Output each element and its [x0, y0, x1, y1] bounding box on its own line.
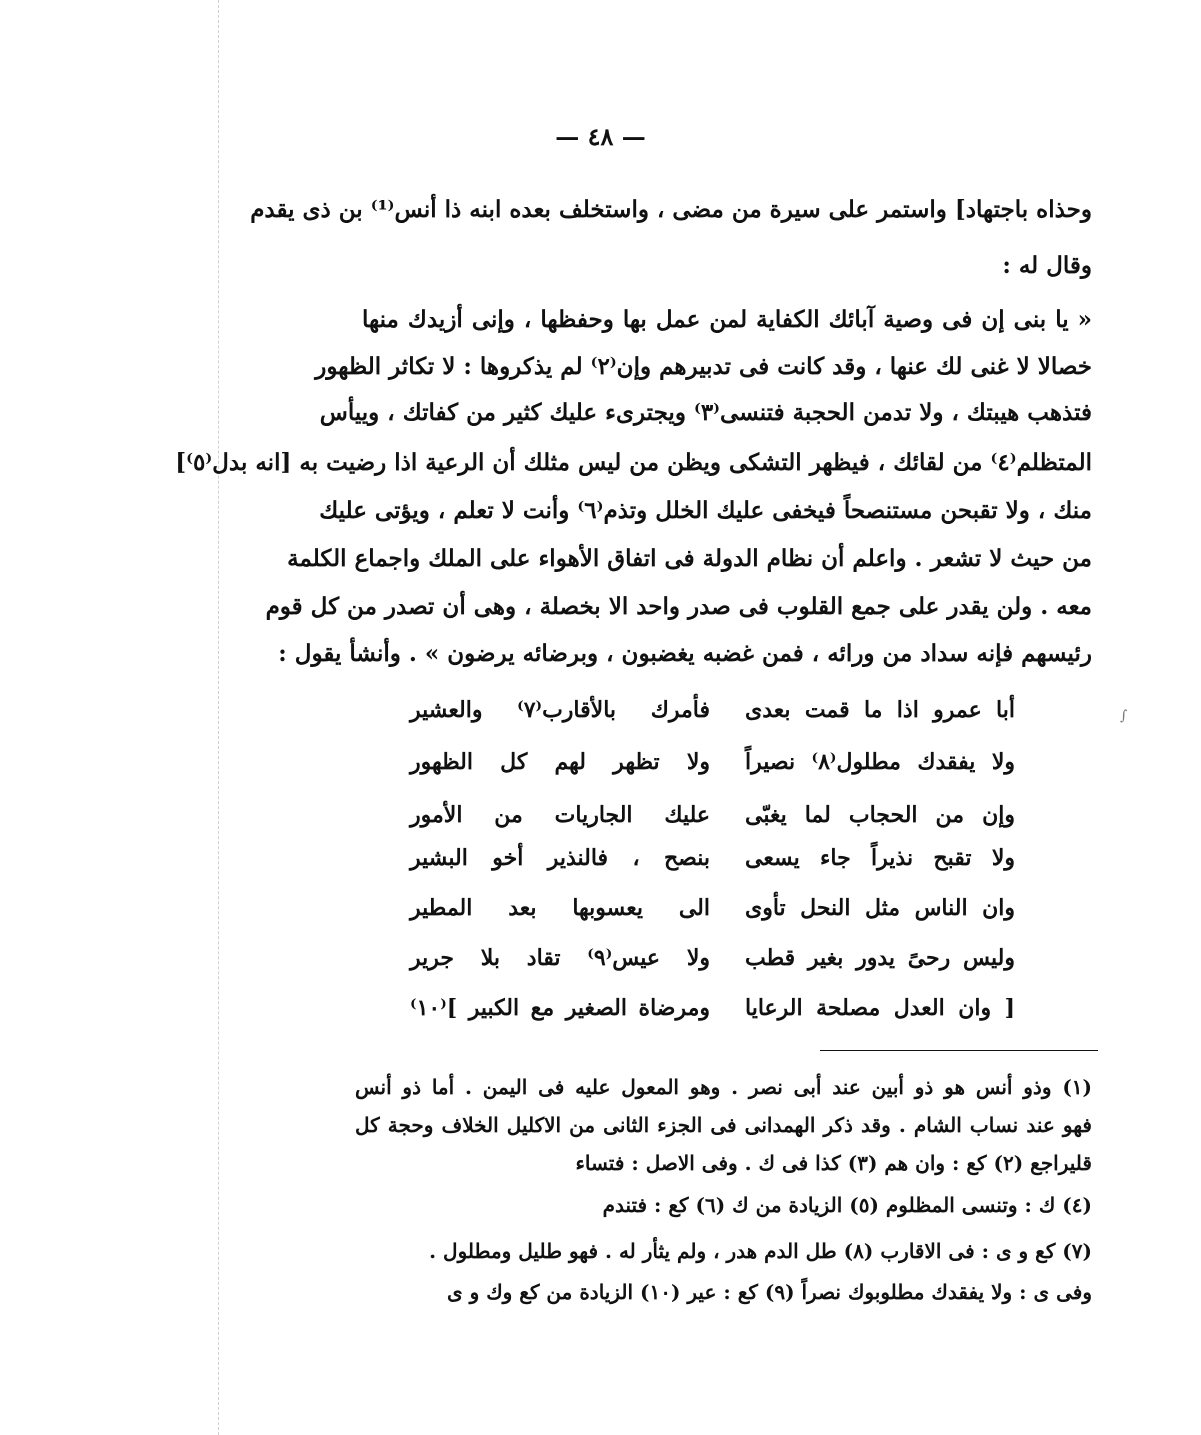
body-line: من حيث لا تشعر . واعلم أن نظام الدولة فى اتفاق الأهواء على الملك واجماع الكلمة [287, 545, 1092, 572]
body-line: « يا بنى إن فى وصية آبائك الكفاية لمن عمل بها وحفظها ، وإنى أزيدك منها [362, 306, 1092, 333]
verse-second-half: فأمرك بالأقارب⁽٧⁾ والعشير [410, 697, 711, 723]
verse-second-half: ومرضاة الصغير مع الكبير ]⁽١٠⁾ [410, 995, 710, 1021]
body-line: المتظلم⁽٤⁾ من لقائك ، فيظهر التشكى ويظن من ليس مثلك أن الرعية اذا رضيت به [انه بدل⁽٥⁾] [175, 449, 1092, 476]
verse-first-half: أبا عمرو اذا ما قمت بعدى [745, 697, 1015, 723]
footnote-line: وفى ى : ولا يفقدك مطلوبوك نصراً (٩) كع : عير (١٠) الزيادة من كع وك و ى [446, 1280, 1092, 1304]
body-line: رئيسهم فإنه سداد من ورائه ، فمن غضبه يغضبون ، وبرضائه يرضون » . وأنشأ يقول : [278, 640, 1092, 667]
body-line: وقال له : [1002, 252, 1092, 279]
body-line: فتذهب هيبتك ، ولا تدمن الحجبة فتنسى⁽٣⁾ ويجترىء عليك كثير من كفاتك ، وييأس [319, 399, 1092, 426]
verse-second-half: ولا عيس⁽٩⁾ تقاد بلا جرير [410, 945, 710, 971]
verse-second-half: الى يعسوبها بعد المطير [410, 895, 710, 921]
footnote-line: (٧) كع و ى : فى الاقارب (٨) طل الدم هدر ، ولم يثأر له . فهو طليل ومطلول . [429, 1239, 1092, 1263]
body-line: معه . ولن يقدر على جمع القلوب فى صدر واحد الا بخصلة ، وهى أن تصدر من كل قوم [265, 593, 1092, 620]
footnote-line: فهو عند نساب الشام . وقد ذكر الهمدانى فى الجزء الثانى من الاكليل الخلاف وحجة كل [355, 1113, 1092, 1137]
page-number: — ٤٨ — [555, 122, 646, 151]
verse-first-half: وان الناس مثل النحل تأوى [745, 895, 1015, 921]
verse-second-half: عليك الجاريات من الأمور [410, 802, 710, 828]
verse-second-half: بنصح ، فالنذير أخو البشير [410, 845, 710, 871]
body-line: وحذاه باجتهاد] واستمر على سيرة من مضى ، واستخلف بعده ابنه ذا أنس⁽¹⁾ بن ذى يقدم [250, 196, 1092, 223]
footnote-line: قليراجع (٢) كع : وان هم (٣) كذا فى ك . وفى الاصل : فتساء [575, 1151, 1092, 1175]
margin-mark: ∫ [1120, 708, 1128, 724]
page-gutter-line [218, 0, 219, 1435]
verse-first-half: وليس رحىً يدور بغير قطب [745, 945, 1015, 971]
body-line: منك ، ولا تقبحن مستنصحاً فيخفى عليك الخلل وتذم⁽٦⁾ وأنت لا تعلم ، ويؤتى عليك [319, 497, 1092, 524]
verse-first-half: ولا تقبح نذيراً جاء يسعى [745, 845, 1015, 871]
verse-first-half: وإن من الحجاب لما يغبّى [745, 802, 1015, 828]
footnote-divider [820, 1050, 1098, 1051]
verse-second-half: ولا تظهر لهم كل الظهور [410, 749, 710, 775]
verse-first-half: ولا يفقدك مطلول⁽٨⁾ نصيراً [745, 749, 1015, 775]
footnote-line: (٤) ك : وتنسى المظلوم (٥) الزيادة من ك (٦) كع : فتندم [602, 1193, 1092, 1217]
verse-first-half: [ وان العدل مصلحة الرعايا [745, 995, 1015, 1021]
footnote-line: (١) وذو أنس هو ذو أبين عند أبى نصر . وهو المعول عليه فى اليمن . أما ذو أنس [355, 1075, 1092, 1099]
body-line: خصالا لا غنى لك عنها ، وقد كانت فى تدبيرهم وإن⁽٢⁾ لم يذكروها : لا تكاثر الظهور [315, 353, 1092, 380]
